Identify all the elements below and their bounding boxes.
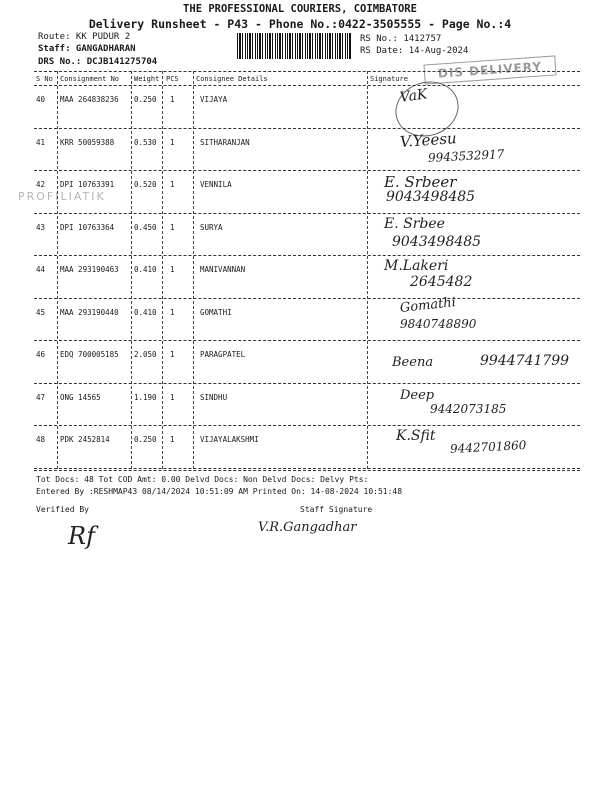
row-handwritten-phone: 9840748890 xyxy=(400,316,477,331)
row-sno: 46 xyxy=(36,350,46,359)
delivery-stamp: DIS DELIVERY xyxy=(423,55,556,84)
row-pcs: 1 xyxy=(170,180,175,189)
row-consignee: SINDHU xyxy=(200,392,228,402)
row-separator xyxy=(34,298,580,299)
row-consignment-no: ONG 14565 xyxy=(60,392,101,402)
row-consignee: MANIVANNAN xyxy=(200,265,246,274)
row-consignment-no: EDQ 700005185 xyxy=(60,350,119,359)
row-sno: 44 xyxy=(36,265,46,274)
row-sno: 42 xyxy=(36,180,46,189)
row-consignee: VIJAYA xyxy=(200,95,228,104)
row-separator xyxy=(34,340,580,341)
totals-line: Tot Docs: 48 Tot COD Amt: 0.00 Delvd Docs: Non Delvd Docs: Delvy Pts: xyxy=(36,475,369,484)
col-divider xyxy=(193,71,194,469)
verified-by-label: Verified By xyxy=(36,505,89,514)
col-header-consignment: Consignment No xyxy=(60,75,120,83)
row-separator xyxy=(34,383,580,384)
row-weight: 0.520 xyxy=(134,180,157,189)
col-header-consignee: Consignee Details xyxy=(196,75,268,83)
row-pcs: 1 xyxy=(170,95,175,104)
row-pcs: 1 xyxy=(170,265,175,274)
row-sno: 41 xyxy=(36,137,46,147)
entered-printed-line: Entered By :RESHMAP43 08/14/2024 10:51:09 AM Printed On: 14-08-2024 10:51:48 xyxy=(36,487,403,496)
row-weight: 1.190 xyxy=(134,392,157,402)
row-weight: 0.410 xyxy=(134,265,157,274)
faint-watermark: PROFILIATIK xyxy=(18,190,106,203)
row-weight: 0.250 xyxy=(134,435,157,444)
col-header-pcs: PCS xyxy=(166,75,179,83)
row-sno: 48 xyxy=(36,435,46,444)
row-handwritten-phone: 9944741799 xyxy=(480,353,570,369)
row-separator xyxy=(34,170,580,171)
row-signature: E. Srbee xyxy=(384,215,445,232)
rs-date: RS Date: 14-Aug-2024 xyxy=(360,46,469,56)
staff-handwritten-signature: V.R.Gangadhar xyxy=(258,520,357,535)
row-weight: 0.450 xyxy=(134,222,157,232)
drs-number: DRS No.: DCJB141275704 xyxy=(38,57,158,67)
row-consignee: SITHARANJAN xyxy=(200,137,250,147)
row-handwritten-phone: 9043498485 xyxy=(392,233,482,250)
company-title: THE PROFESSIONAL COURIERS, COIMBATORE xyxy=(183,3,417,15)
row-sno: 40 xyxy=(36,95,46,104)
row-pcs: 1 xyxy=(170,222,175,232)
row-pcs: 1 xyxy=(170,307,175,317)
row-pcs: 1 xyxy=(170,435,175,444)
row-signature: Gomathi xyxy=(399,294,457,316)
row-consignment-no: MAA 293190463 xyxy=(60,265,119,274)
row-handwritten-phone: 9442701860 xyxy=(449,438,527,456)
col-header-sno: S No xyxy=(36,75,53,83)
row-consignment-no: MAA 293190440 xyxy=(60,307,119,317)
row-consignment-no: MAA 264838236 xyxy=(60,95,119,104)
row-pcs: 1 xyxy=(170,137,175,147)
row-consignment-no: DPI 10763364 xyxy=(60,222,115,232)
row-sno: 47 xyxy=(36,392,46,402)
row-consignment-no: PDK 2452814 xyxy=(60,435,110,444)
row-consignee: PARAGPATEL xyxy=(200,350,246,359)
col-header-signature: Signature xyxy=(370,75,408,83)
row-sno: 43 xyxy=(36,222,46,232)
row-consignee: VENNILA xyxy=(200,180,232,189)
table-bottom-rule xyxy=(34,470,580,471)
col-header-weight: Weight xyxy=(134,75,160,83)
rs-number: RS No.: 1412757 xyxy=(360,34,442,44)
table-header-rule xyxy=(34,85,580,86)
runsheet-subtitle: Delivery Runsheet - P43 - Phone No.:0422-3505555 - Page No.:4 xyxy=(88,17,512,31)
staff-signature-label: Staff Signature xyxy=(300,505,373,514)
row-separator xyxy=(34,128,580,129)
row-pcs: 1 xyxy=(170,350,175,359)
row-handwritten-phone: 2645482 xyxy=(410,274,473,290)
row-handwritten-phone: 9943532917 xyxy=(427,146,505,165)
staff-label: Staff: GANGADHARAN xyxy=(38,44,136,54)
row-signature: Beena xyxy=(392,355,434,370)
row-signature: VaK xyxy=(398,86,429,106)
row-separator xyxy=(34,255,580,256)
row-sno: 45 xyxy=(36,307,46,317)
row-consignment-no: DPI 10763391 xyxy=(60,180,115,189)
row-weight: 0.250 xyxy=(134,95,157,104)
col-divider xyxy=(131,71,132,469)
row-handwritten-phone: 9043498485 xyxy=(386,189,476,205)
row-signature: E. Srbeer xyxy=(384,173,457,191)
row-signature: K.Sfit xyxy=(396,428,436,444)
row-signature: Deep xyxy=(400,387,435,403)
barcode xyxy=(237,33,352,59)
table-top-rule xyxy=(34,71,580,72)
col-divider xyxy=(367,71,368,469)
row-signature: V.Yeesu xyxy=(399,128,458,151)
row-consignee: GOMATHI xyxy=(200,307,232,317)
row-weight: 2.050 xyxy=(134,350,157,359)
row-handwritten-phone: 9442073185 xyxy=(430,401,507,416)
row-signature: M.Lakeri xyxy=(384,258,449,274)
row-weight: 0.410 xyxy=(134,307,157,317)
row-separator xyxy=(34,213,580,214)
row-weight: 0.530 xyxy=(134,137,157,147)
row-pcs: 1 xyxy=(170,392,175,402)
row-consignment-no: KRR 50059388 xyxy=(60,137,115,147)
row-consignee: SURYA xyxy=(200,222,223,232)
col-divider xyxy=(162,71,163,469)
col-divider xyxy=(57,71,58,469)
row-separator xyxy=(34,425,580,426)
row-consignee: VIJAYALAKSHMI xyxy=(200,435,259,444)
row-separator xyxy=(34,468,580,469)
route-label: Route: KK PUDUR 2 xyxy=(38,32,131,42)
verifier-signature: Rf xyxy=(68,522,95,550)
